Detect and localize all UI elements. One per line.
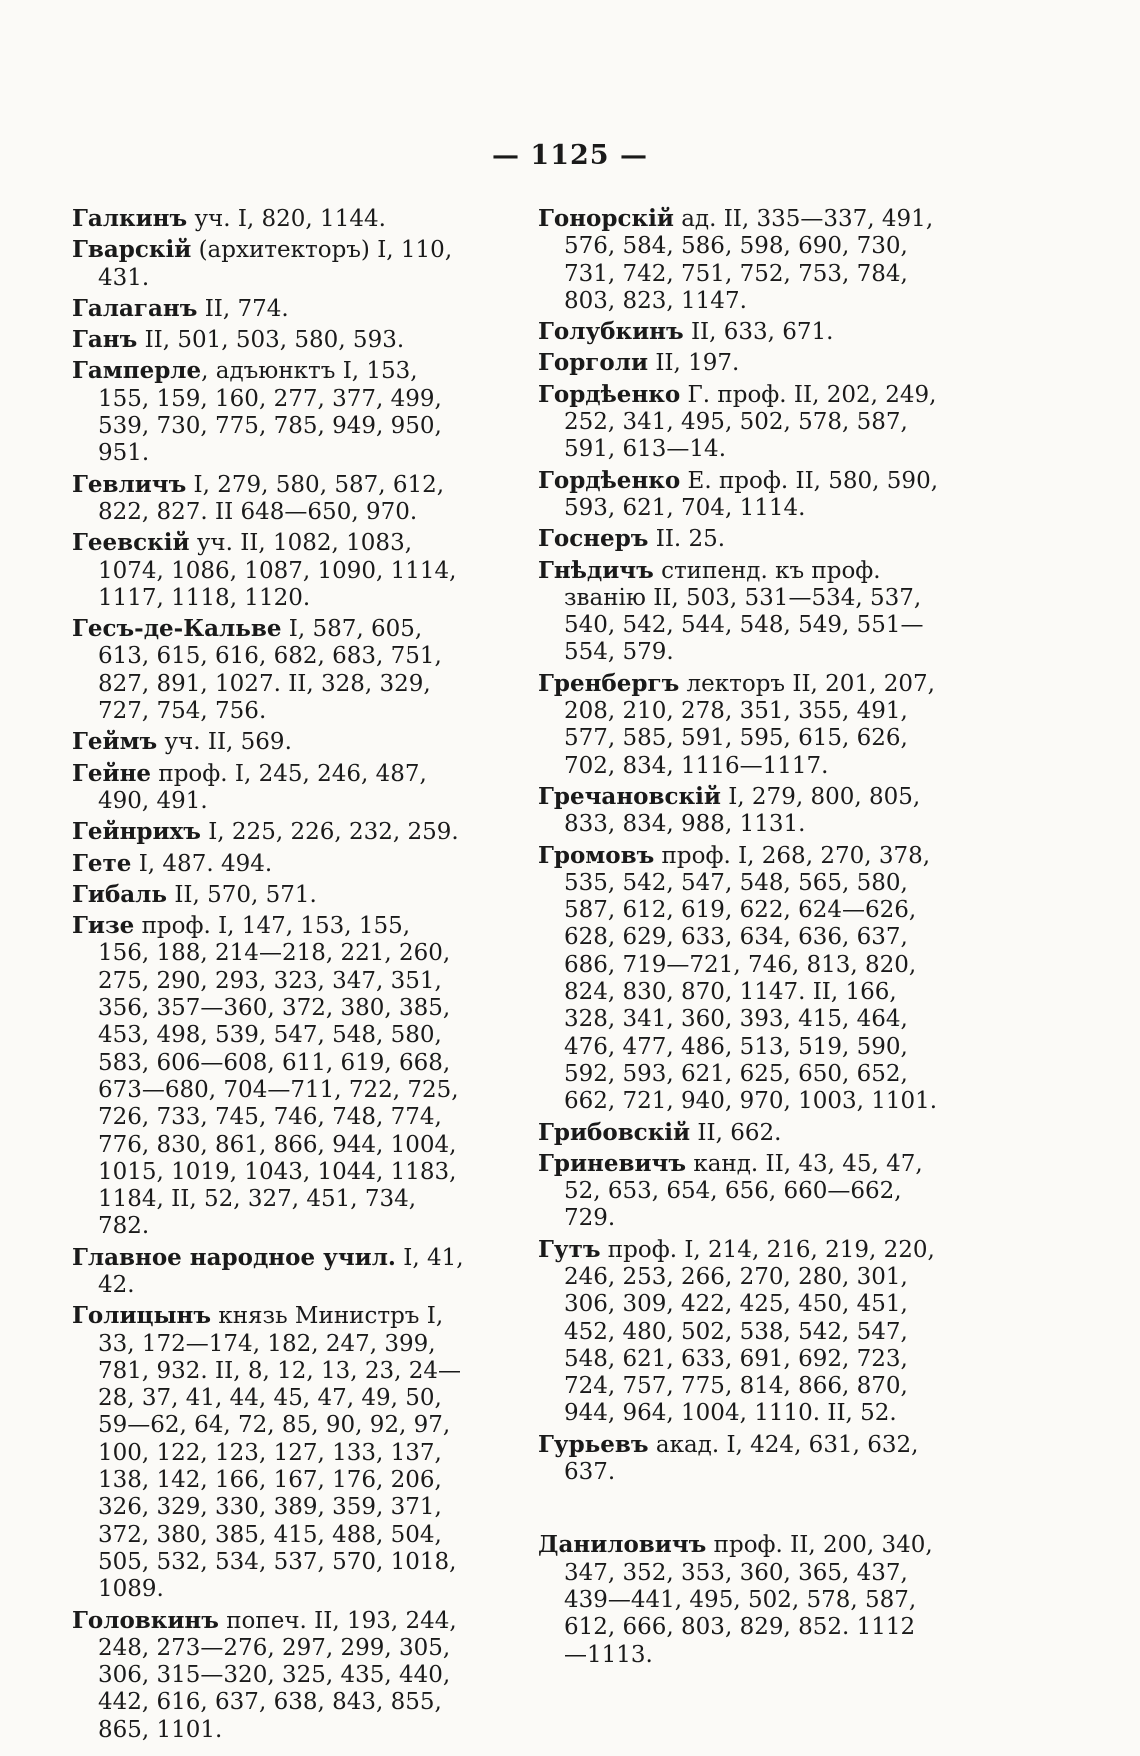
index-entry: [72, 1607, 467, 1744]
index-entry: [72, 326, 467, 354]
index-entry: [72, 760, 467, 816]
index-entry: [538, 842, 938, 1116]
entry-name: Гречановскій: [538, 782, 721, 810]
index-entry: [538, 670, 938, 780]
entry-references: попеч. II, 193, 244, 248, 273—276, 297, 299, 305, 306, 315—320, 325, 435, 440, 442, 616, 637, 638, 843, 855, 865, 1101.: [98, 1607, 457, 1743]
entry-name: Гурьевъ: [538, 1430, 649, 1458]
entry-name: Галкинъ: [72, 205, 188, 232]
entry-references: стипенд. къ проф. званію II, 503, 531—534, 537, 540, 542, 544, 548, 549, 551—554, 579.: [564, 557, 924, 666]
index-entry: [538, 783, 938, 839]
entry-name: Гриневичъ: [538, 1149, 687, 1177]
entry-name: Горголи: [538, 349, 649, 377]
index-entry: [72, 357, 467, 467]
entry-name: Гизе: [72, 912, 135, 940]
entry-references: уч. II, 569.: [157, 729, 292, 756]
index-entry: [538, 349, 938, 377]
entry-references: канд. II, 43, 45, 47, 52, 653, 654, 656, 660—662, 729.: [564, 1150, 923, 1232]
entry-references: лекторъ II, 201, 207, 208, 210, 278, 351, 355, 491, 577, 585, 591, 595, 615, 626, 702, 834, 1116—1117.: [564, 670, 935, 779]
index-entry: [72, 1302, 467, 1603]
index-entry: [72, 881, 467, 909]
entry-references: Е. проф. II, 580, 590, 593, 621, 704, 1114.: [564, 467, 939, 521]
index-entry: [72, 818, 467, 846]
entry-references: I, 279, 580, 587, 612, 822, 827. II 648—650, 970.: [98, 471, 445, 525]
index-entry: [538, 525, 938, 553]
entry-name: Грибовскій: [538, 1118, 691, 1146]
entry-references: II, 197.: [648, 350, 740, 377]
entry-name: Голицынъ: [72, 1302, 212, 1330]
entry-name: Гесъ-де-Кальве: [72, 615, 282, 643]
entry-references: проф. II, 200, 340, 347, 352, 353, 360, 365, 437, 439—441, 495, 502, 578, 587, 612, 666, 803, 829, 852. 1112—1113.: [564, 1532, 933, 1668]
entry-references: проф. I, 245, 246, 487, 490, 491.: [98, 760, 427, 814]
entry-references: Г. проф. II, 202, 249, 252, 341, 495, 502, 578, 587, 591, 613—14.: [564, 381, 937, 463]
entry-references: , адъюнктъ I, 153, 155, 159, 160, 277, 377, 499, 539, 730, 775, 785, 949, 950, 951.: [98, 358, 442, 467]
entry-name: Голубкинъ: [538, 318, 684, 346]
entry-references: проф. I, 214, 216, 219, 220, 246, 253, 266, 270, 280, 301, 306, 309, 422, 425, 450, 451, 452, 480, 502, 538, 542, 547, 548, 621, 633, 691, 692, 723, 724, 757, 775, 814, 866, 870, 944, 964, 1004, 1110. II, 52.: [564, 1236, 935, 1427]
entry-name: Гордѣенко: [538, 380, 681, 408]
right-column: [538, 205, 938, 1672]
entry-references: II, 570, 571.: [167, 881, 317, 908]
entry-name: Гевличъ: [72, 470, 187, 498]
entry-name: Гибаль: [72, 880, 168, 908]
entry-name: Гамперле: [72, 357, 202, 385]
entry-references: проф. I, 268, 270, 378, 535, 542, 547, 548, 565, 580, 587, 612, 619, 622, 624—626, 628, 629, 633, 634, 636, 637, 686, 719—721, 746, 813, 820, 824, 830, 870, 1147. II, 166, 328, 341, 360, 393, 415, 464, 476, 477, 486, 513, 519, 590, 592, 593, 621, 625, 650, 652, 662, 721, 940, 970, 1003, 1101.: [564, 842, 938, 1115]
index-entry: [538, 1150, 938, 1233]
entry-references: I, 487. 494.: [131, 850, 273, 877]
index-entry: [538, 1119, 938, 1147]
entry-references: II, 633, 671.: [683, 319, 834, 346]
index-entry: [538, 467, 938, 523]
page-number: — 1125 —: [492, 140, 648, 171]
entry-name: Галаганъ: [72, 294, 198, 322]
index-entry: [538, 1431, 938, 1487]
entry-references: акад. I, 424, 631, 632, 637.: [564, 1431, 919, 1486]
entry-name: Головкинъ: [72, 1606, 219, 1634]
entry-references: II, 501, 503, 580, 593.: [137, 327, 405, 354]
entry-references: уч. II, 1082, 1083, 1074, 1086, 1087, 1090, 1114, 1117, 1118, 1120.: [98, 530, 457, 611]
index-entry: [538, 381, 938, 464]
index-entry: [538, 1531, 938, 1668]
entry-name: Гете: [72, 849, 132, 877]
entry-references: II, 662.: [690, 1119, 782, 1146]
entry-references: I, 279, 800, 805, 833, 834, 988, 1131.: [564, 783, 921, 838]
entry-name: Главное народное учил.: [72, 1243, 396, 1271]
index-entry: [72, 1244, 467, 1300]
entry-references: II. 25.: [648, 526, 726, 553]
index-entry: [72, 205, 467, 233]
entry-name: Гутъ: [538, 1235, 601, 1263]
index-entry: [538, 205, 938, 315]
entry-name: Гренбергъ: [538, 669, 680, 697]
entry-name: Геевскій: [72, 529, 190, 557]
left-column: [72, 205, 467, 1747]
entry-name: Гейне: [72, 759, 152, 787]
index-entry: [72, 236, 467, 292]
entry-references: I, 587, 605, 613, 615, 616, 682, 683, 751, 827, 891, 1027. II, 328, 329, 727, 754, 756.: [98, 616, 442, 725]
entry-references: князь Министръ I, 33, 172—174, 182, 247, 399, 781, 932. II, 8, 12, 13, 23, 24—28, 37, 41, 44, 45, 47, 49, 50, 59—62, 64, 72, 85, 90, 92, 97, 100, 122, 123, 127, 133, 137, 138, 142, 166, 167, 176, 206, 326, 329, 330, 389, 359, 371, 372, 380, 385, 415, 488, 504, 505, 532, 534, 537, 570, 1018, 1089.: [98, 1303, 462, 1603]
entry-name: Гейнрихъ: [72, 818, 201, 846]
index-entry: [538, 1236, 938, 1428]
entry-name: Громовъ: [538, 841, 655, 869]
index-entry: [72, 728, 467, 756]
entry-name: Геймъ: [72, 728, 158, 756]
index-entry: [72, 471, 467, 527]
index-entry: [72, 529, 467, 612]
letter-section-gap: [538, 1489, 938, 1531]
entry-references: I, 225, 226, 232, 259.: [200, 819, 459, 846]
index-entry: [72, 912, 467, 1241]
entry-name: Гордѣенко: [538, 466, 681, 494]
index-entry: [538, 557, 938, 667]
entry-references: проф. I, 147, 153, 155, 156, 188, 214—218, 221, 260, 275, 290, 293, 323, 347, 351, 356, 357—360, 372, 380, 385, 453, 498, 539, 547, 548, 580, 583, 606—608, 611, 619, 668, 673—680, 704—711, 722, 725, 726, 733, 745, 746, 748, 774, 776, 830, 861, 866, 944, 1004, 1015, 1019, 1043, 1044, 1183, 1184, II, 52, 327, 451, 734, 782.: [98, 913, 459, 1240]
index-entry: [538, 318, 938, 346]
index-entry: [72, 615, 467, 725]
entry-references: I, 41, 42.: [98, 1244, 464, 1298]
entry-name: Гонорскій: [538, 205, 674, 232]
entry-name: Гварскій: [72, 236, 192, 264]
index-entry: [72, 295, 467, 323]
entry-references: ад. II, 335—337, 491, 576, 584, 586, 598, 690, 730, 731, 742, 751, 752, 753, 784, 803, 823, 1147.: [564, 206, 934, 314]
entry-references: (архитекторъ) I, 110, 431.: [98, 237, 453, 291]
entry-name: Гнѣдичъ: [538, 556, 654, 584]
entry-name: Даниловичъ: [538, 1531, 707, 1559]
entry-references: II, 774.: [197, 295, 289, 322]
entry-references: уч. I, 820, 1144.: [187, 206, 386, 232]
entry-name: Госнеръ: [538, 525, 649, 553]
entry-name: Ганъ: [72, 326, 138, 354]
index-entry: [72, 850, 467, 878]
